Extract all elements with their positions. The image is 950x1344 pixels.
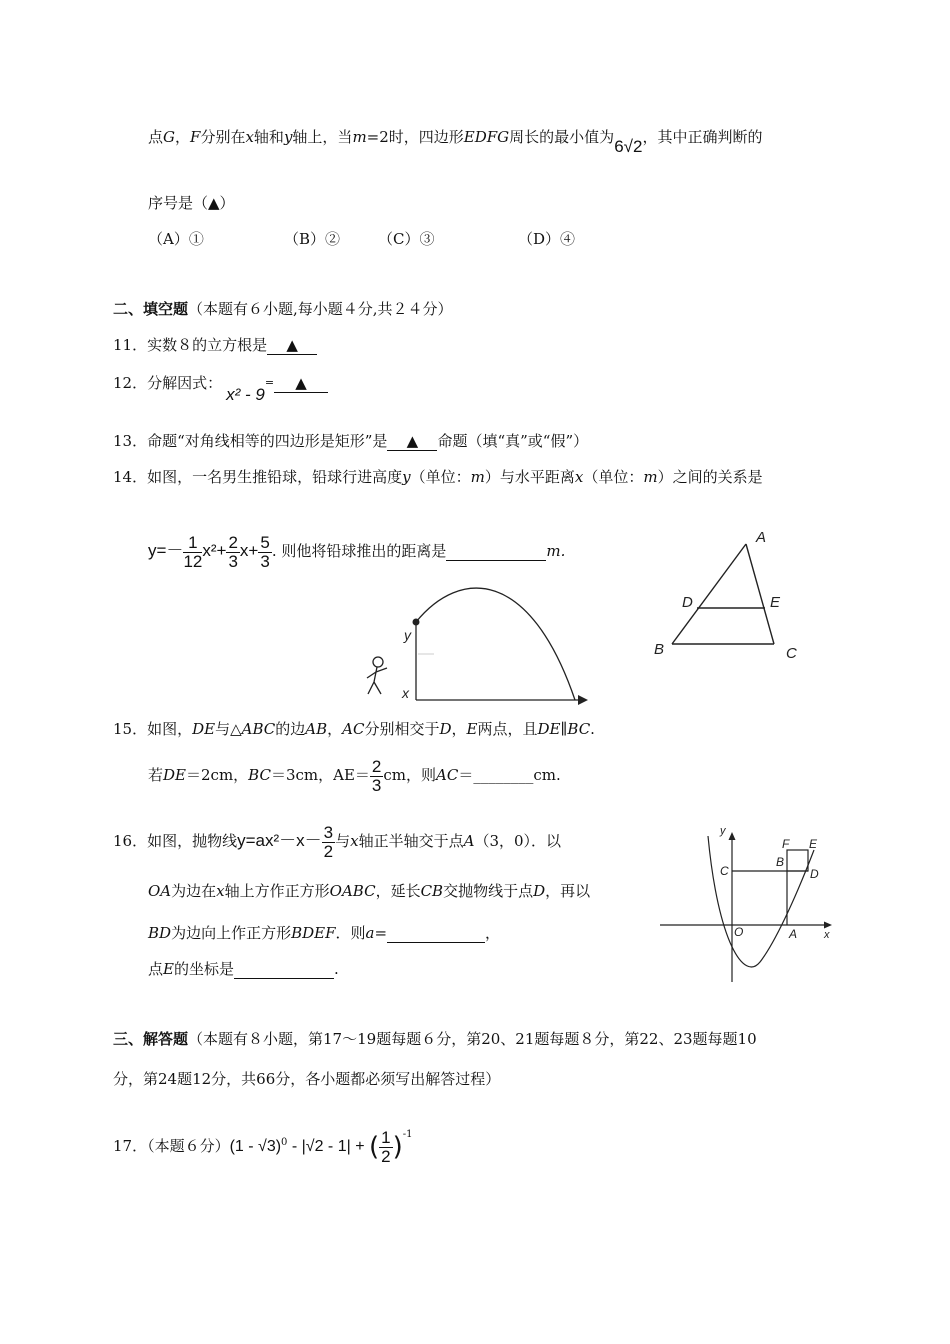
text: 轴上方作正方形 — [224, 882, 330, 900]
label-c: C — [720, 864, 729, 878]
x-axis-arrow-icon — [578, 695, 588, 705]
q14-line1 — [113, 466, 763, 488]
q14-unit: m. — [546, 542, 566, 560]
q15-line2 — [148, 756, 561, 795]
var-m: m — [352, 128, 367, 146]
section3-heading — [113, 1028, 757, 1050]
text: = — [374, 924, 388, 942]
x-axis-arrow-icon — [824, 922, 832, 929]
q15-line1 — [113, 718, 595, 740]
var-de: DE — [163, 766, 186, 784]
text: =2时，四边形 — [366, 128, 464, 146]
var-cb: CB — [420, 882, 444, 900]
fraction-1-12 — [183, 534, 202, 571]
text: 轴上，当 — [292, 128, 353, 146]
label-b: B — [776, 855, 785, 869]
label-a: A — [756, 529, 767, 546]
text: ， — [327, 720, 343, 738]
shot-put-figure — [360, 578, 600, 708]
text: 与△ — [215, 720, 242, 738]
var-e: E — [163, 960, 174, 978]
text: ）之间的关系是 — [657, 468, 763, 486]
text: ）与水平距离 — [484, 468, 575, 486]
unit-m: m — [643, 468, 658, 486]
text: 周长的最小值为 — [509, 128, 615, 146]
var-g: G — [163, 128, 175, 146]
triangle-figure — [646, 526, 816, 666]
label-y: y — [404, 627, 411, 643]
q10-line1 — [148, 126, 763, 156]
var-d: D — [439, 720, 452, 738]
text: 若 — [148, 766, 164, 784]
q14-formula-line — [148, 532, 565, 571]
label-c: C — [786, 645, 797, 662]
q12-equals: = — [264, 376, 275, 389]
text: 的边 — [275, 720, 306, 738]
numerator: 2 — [228, 532, 238, 552]
text: （3，0）．以 — [474, 832, 562, 850]
q11-blank: ▲ — [267, 336, 317, 355]
section2-heading — [113, 298, 453, 320]
var-a: A — [463, 832, 475, 850]
var-bd: BD — [148, 924, 172, 942]
min-perimeter-value: 6√2 — [614, 137, 643, 156]
var-x: x — [216, 882, 225, 900]
text: cm，则 — [383, 766, 436, 784]
trajectory-curve — [416, 588, 575, 700]
q14-blank — [446, 542, 546, 561]
text: ， — [451, 720, 467, 738]
text: （单位： — [583, 468, 644, 486]
section2-title: 二、填空题 — [113, 300, 189, 318]
shot-ball — [413, 619, 420, 626]
section3-title: 三、解答题 — [113, 1030, 189, 1048]
var-de-parallel-bc: DE∥BC — [537, 720, 591, 738]
q12-blank: ▲ — [274, 374, 328, 393]
option-b[interactable]: （B）② — [284, 230, 341, 248]
q16-line2 — [148, 880, 590, 902]
parabola-curve — [708, 836, 814, 967]
numerator: 3 — [323, 822, 334, 842]
text: ，其中正确判断的 — [642, 128, 763, 146]
stick-figure-icon — [367, 657, 387, 694]
label-f: F — [782, 837, 790, 851]
label-o: O — [734, 925, 744, 939]
q13-blank: ▲ — [387, 432, 437, 451]
q16-blank-e — [234, 960, 334, 979]
label-x: x — [402, 685, 409, 701]
var-edfg: EDFG — [463, 128, 510, 146]
label-d: D — [682, 594, 693, 611]
text: ，延长 — [375, 882, 421, 900]
denominator: 2 — [323, 841, 334, 861]
text: 15．如图， — [113, 720, 193, 738]
paren-right: ) — [392, 1132, 403, 1162]
q10-line2: 序号是（▲） — [148, 194, 235, 212]
text: ＝3cm，AE＝ — [270, 766, 370, 784]
var-e: E — [466, 720, 478, 738]
q17-term-2: - |√2 - 1| + — [287, 1138, 369, 1155]
square-oabc — [732, 871, 787, 925]
text: ， — [485, 924, 501, 942]
text: 点 — [148, 960, 164, 978]
q15-blank: ________ — [473, 766, 534, 784]
unit-m: m — [470, 468, 485, 486]
text: ，再以 — [545, 882, 591, 900]
text: 为边向上作正方形 — [171, 924, 292, 942]
numerator: 2 — [371, 756, 382, 776]
label-x: x — [824, 929, 830, 941]
q14-text-tail: . 则他将铅球推出的距离是 — [271, 542, 447, 560]
label-a: A — [789, 927, 798, 941]
text: . — [590, 720, 595, 738]
numerator: 1 — [381, 1127, 391, 1147]
fraction-2-3 — [370, 758, 383, 795]
text: 的坐标是 — [173, 960, 234, 978]
text: 两点，且 — [477, 720, 538, 738]
text: 与 — [335, 832, 351, 850]
fraction-2-3 — [226, 534, 239, 571]
text: 点 — [148, 128, 164, 146]
text: 分别在 — [200, 128, 246, 146]
square-bdef — [787, 850, 808, 871]
label-y: y — [720, 825, 726, 837]
fraction-3-2 — [322, 824, 335, 861]
paren-left: ( — [368, 1132, 380, 1162]
q17-exponent-0: 0 — [281, 1137, 288, 1148]
q13-text-a: 13．命题“对角线相等的四边形是矩形”是 — [113, 432, 388, 450]
formula-term: x+ — [239, 541, 259, 560]
q16-line4 — [148, 958, 339, 980]
var-y: y — [402, 468, 411, 486]
fraction-1-2 — [379, 1129, 392, 1166]
label-d: D — [810, 867, 819, 881]
fraction-5-3 — [258, 534, 271, 571]
parabola-formula: y=ax²－x－ — [237, 831, 322, 850]
option-a[interactable]: （A）① — [148, 230, 204, 248]
text: ＝2cm， — [186, 766, 249, 784]
var-x: x — [574, 468, 584, 486]
parabola-figure — [656, 822, 842, 986]
var-oabc: OABC — [329, 882, 376, 900]
q17-exponent-neg1: -1 — [402, 1129, 413, 1140]
denominator: 3 — [260, 551, 270, 571]
section3-desc-line1: （本题有８小题，第17～19题每题６分，第20、21题每题８分，第22、23题每题10 — [188, 1030, 757, 1048]
option-d[interactable]: （D）④ — [518, 230, 576, 248]
denominator: 3 — [228, 551, 238, 571]
denominator: 2 — [381, 1146, 391, 1166]
q17 — [113, 1124, 413, 1166]
var-ac: AC — [342, 720, 365, 738]
var-d: D — [533, 882, 546, 900]
label-e: E — [770, 594, 781, 611]
text: cm. — [533, 766, 561, 784]
section3-desc-line2: 分，第24题12分，共66分，各小题都必须写出解答过程） — [113, 1070, 501, 1088]
q12 — [113, 372, 328, 404]
y-axis-arrow-icon — [729, 832, 736, 840]
q17-label: 17．（本题６分） — [113, 1137, 230, 1155]
label-e: E — [809, 837, 818, 851]
q16-blank-a — [387, 924, 485, 943]
text: 14．如图，一名男生推铅球，铅球行进高度 — [113, 468, 403, 486]
var-de: DE — [192, 720, 216, 738]
text: 16．如图，抛物线 — [113, 832, 238, 850]
var-f: F — [190, 128, 201, 146]
q13 — [113, 430, 588, 452]
text: 轴和 — [253, 128, 284, 146]
label-b: B — [654, 641, 665, 658]
q17-term-1: (1 - √3) — [229, 1138, 282, 1155]
var-abc: ABC — [241, 720, 276, 738]
q12-text: 12．分解因式： — [113, 374, 223, 392]
q13-text-b: 命题（填“真”或“假”） — [437, 432, 589, 450]
var-bdef: BDEF — [291, 924, 336, 942]
var-bc: BC — [248, 766, 271, 784]
q12-expression: x² - 9 — [226, 385, 265, 404]
section2-desc: （本题有６小题,每小题４分,共２４分） — [188, 300, 453, 318]
numerator: 1 — [183, 534, 202, 553]
text: . — [333, 960, 339, 978]
q11-text: 11．实数８的立方根是 — [113, 336, 268, 354]
text: 轴正半轴交于点 — [358, 832, 464, 850]
text: 分别相交于 — [364, 720, 440, 738]
var-ac: AC — [436, 766, 459, 784]
q16-line3 — [148, 922, 500, 944]
text: 为边在 — [171, 882, 217, 900]
var-a: a — [365, 924, 375, 942]
denominator: 12 — [183, 551, 203, 571]
text: ＝ — [458, 766, 474, 784]
denominator: 3 — [371, 775, 382, 795]
var-x: x — [245, 128, 254, 146]
var-x: x — [350, 832, 359, 850]
formula-lhs: y=－ — [148, 541, 184, 560]
var-y: y — [283, 128, 293, 146]
text: 交抛物线于点 — [443, 882, 534, 900]
q11 — [113, 334, 317, 356]
formula-term: x²+ — [202, 541, 227, 560]
option-c[interactable]: （C）③ — [378, 230, 435, 248]
text: （单位： — [410, 468, 471, 486]
text: ．则 — [335, 924, 366, 942]
text: ， — [175, 128, 191, 146]
var-ab: AB — [305, 720, 328, 738]
numerator: 5 — [260, 532, 270, 552]
var-oa: OA — [148, 882, 172, 900]
q16-line1 — [113, 822, 561, 861]
